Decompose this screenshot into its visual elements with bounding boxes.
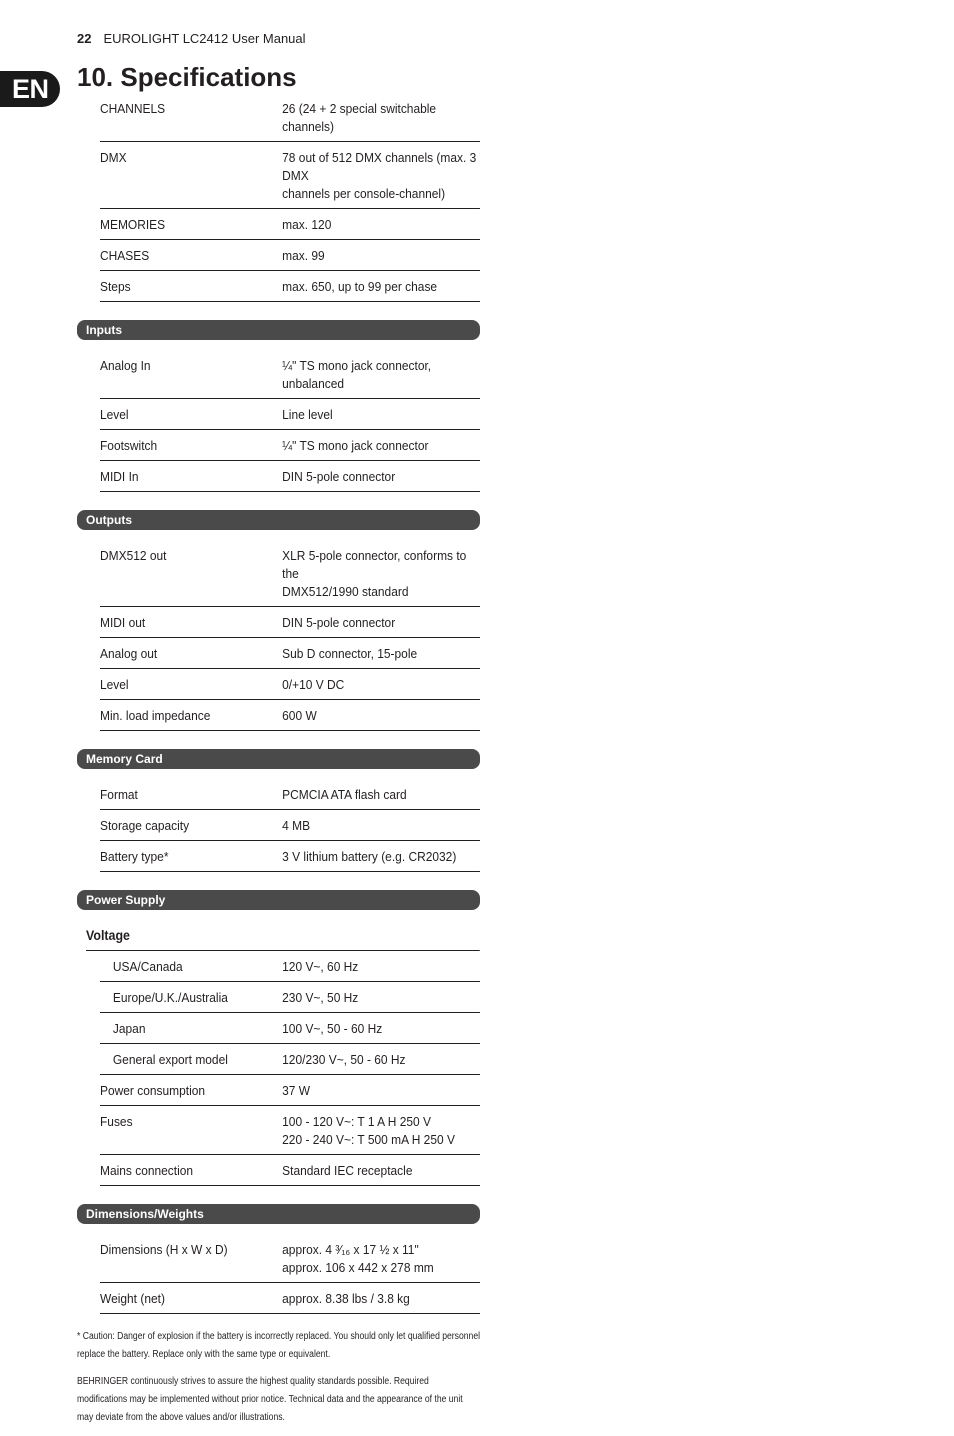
section-header-memory-card: Memory Card: [77, 749, 480, 769]
page-number: 22: [77, 31, 92, 46]
spec-row-dmx: DMX 78 out of 512 DMX channels (max. 3 DMX channels per console-channel): [100, 146, 480, 209]
spec-row: MIDI In DIN 5-pole connector: [100, 465, 480, 492]
spec-row: Weight (net) approx. 8.38 lbs / 3.8 kg: [100, 1287, 480, 1314]
spec-row-channels: CHANNELS 26 (24 + 2 special switchable channels): [100, 97, 480, 142]
spec-row: Level 0/+10 V DC: [100, 673, 480, 700]
caution-note: * Caution: Danger of explosion if the battery is incorrectly replaced. You should only let qualified personnel replace the battery. Replace only with the same type or equivalent.: [77, 1331, 481, 1360]
section-header-dimensions: Dimensions/Weights: [77, 1204, 480, 1224]
language-tab: EN: [0, 71, 60, 107]
spec-row: Dimensions (H x W x D) approx. 4 ³⁄₁₆ x 17 ½ x 11" approx. 106 x 442 x 278 mm: [100, 1238, 480, 1283]
spec-row: General export model 120/230 V~, 50 - 60 Hz: [100, 1048, 480, 1075]
spec-row: Europe/U.K./Australia 230 V~, 50 Hz: [100, 986, 480, 1013]
section-header-power-supply: Power Supply: [77, 890, 480, 910]
section-header-inputs: Inputs: [77, 320, 480, 340]
section-header-outputs: Outputs: [77, 510, 480, 530]
spec-row: Analog In ¼" TS mono jack connector, unbalanced: [100, 354, 480, 399]
spec-row-steps: Steps max. 650, up to 99 per chase: [100, 275, 480, 302]
spec-row: MIDI out DIN 5-pole connector: [100, 611, 480, 638]
spec-row: Battery type* 3 V lithium battery (e.g. CR2032): [100, 845, 480, 872]
spec-row: Japan 100 V~, 50 - 60 Hz: [100, 1017, 480, 1044]
spec-row: Fuses 100 - 120 V~: T 1 A H 250 V 220 - 240 V~: T 500 mA H 250 V: [100, 1110, 480, 1155]
disclaimer-note: BEHRINGER continuously strives to assure the highest quality standards possible. Required modifications may be implemented without prior notice. Technical data and the appearance of the unit may deviate from the above values and/or illustrations.: [77, 1376, 463, 1423]
spec-table: [77, 97, 480, 1436]
spec-row-memories: MEMORIES max. 120: [100, 213, 480, 240]
spec-row: Min. load impedance 600 W: [100, 704, 480, 731]
page-header: [77, 31, 306, 46]
spec-row-chases: CHASES max. 99: [100, 244, 480, 271]
voltage-heading: Voltage: [86, 924, 480, 951]
manual-title: EUROLIGHT LC2412 User Manual: [103, 31, 306, 46]
spec-row: USA/Canada 120 V~, 60 Hz: [100, 955, 480, 982]
spec-row: Footswitch ¼" TS mono jack connector: [100, 434, 480, 461]
spec-row: Mains connection Standard IEC receptacle: [100, 1159, 480, 1186]
spec-row: Analog out Sub D connector, 15-pole: [100, 642, 480, 669]
page-title: 10. Specifications: [77, 62, 297, 92]
footnotes: [77, 1328, 480, 1427]
spec-row: Storage capacity 4 MB: [100, 814, 480, 841]
spec-row: Level Line level: [100, 403, 480, 430]
spec-row: DMX512 out XLR 5-pole connector, conforms to the DMX512/1990 standard: [100, 544, 480, 607]
spec-row: Format PCMCIA ATA flash card: [100, 783, 480, 810]
spec-row: Power consumption 37 W: [100, 1079, 480, 1106]
